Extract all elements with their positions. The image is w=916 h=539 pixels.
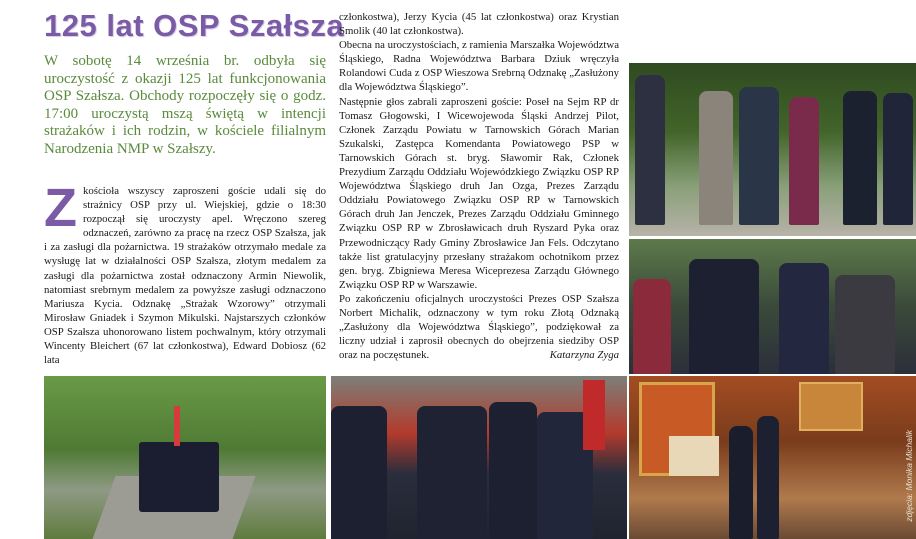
photo-credit: zdjęcia: Monika Michalik xyxy=(904,430,914,522)
middle-column xyxy=(339,10,619,362)
author-signature: Katarzyna Zyga xyxy=(549,349,619,362)
photo-church xyxy=(629,376,916,539)
left-column-text xyxy=(44,178,326,367)
paragraph-1: członkostwa), Jerzy Kycia (45 lat członkostwa) oraz Krystian Smolik (40 lat członkostwa). xyxy=(339,11,619,38)
article-lead: W sobotę 14 września br. odbyła się uroczystość z okazji 125 lat funkcjonowania OSP Szałsza. Obchody rozpoczęły się o godz. 17:00 uroczystą mszą świętą w intencji strażaków i ich rodzin, w kościele filialnym Narodzenia NMP w Szałszy. xyxy=(44,53,326,157)
paragraph-3: Następnie głos zabrali zaproszeni goście: Poseł na Sejm RP dr Tomasz Głogowski, I Wicewojewoda Śląski Andrzej Pilot, Członek Zarządu Powiatu w Tarnowskich Górach Marian Szukalski, Zastępca Komendanta Powiatowego PSP w Tarnowskich Górach st. bryg. Sławomir Rak, Członek Prezydium Zarządu Oddziału Wojewódzkiego Związku OSP RP Województwa Śląskiego druh Jan Ozga, Prezes Zarządu Oddziału Powiatowego Związku OSP RP w Tarnowskich Górach druh Jan Jenczek, Prezes Zarządu Oddziału Gminnego Związku OSP RP w Zbrosławicach druh Ryszard Pyka oraz Przewodniczący Rady Gminy Zbrosławice Jan Fels. Odczytano także list gratulacyjny przesłany strażakom ochotnikom przez gen. bryg. Zbigniewa Meresa Wiceprezesa Zarządu Głównego Związku OSP RP w Warszawie. xyxy=(339,95,619,291)
paragraph-2: Obecna na uroczystościach, z ramienia Marszałka Województwa Śląskiego, Radna Województwa Barbara Dziuk wręczyła Rolandowi Cuda z OSP Wieszowa Srebrną Odznakę „Zasłużony dla Województwa Śląskiego”. xyxy=(339,39,619,94)
paragraph-4: Po zakończeniu oficjalnych uroczystości Prezes OSP Szałsza Norbert Michalik, odznaczony w tym roku Złotą Odznaką „Zasłużony dla Województwa Śląskiego”, podziękował za liczny udział i zaprosił obecnych do obejrzenia siedziby OSP oraz na poczęstunek. Katarzyna Zyga xyxy=(339,292,619,362)
photo-parade xyxy=(44,376,326,539)
left-column-body: kościoła wszyscy zaproszeni goście udali się do strażnicy OSP przy ul. Wiejskiej, gdzie o 18:30 rozpoczął się uroczysty apel. Wręczono szereg odznaczeń, zarówno za pracę na rzecz OSP Szałsza, jak i za zasługi dla pożarnictwa. 19 strażaków otrzymało medale za wysługę lat w działalności OSP Szałsza, złotym medalem za zasługi dla pożarnictwa został odznaczony Armin Niewolik, natomiast srebrnym medalem za powyższe zasługi odznaczono Mariusza Kycia. Odznakę „Strażak Wzorowy” otrzymali Mirosław Gniadek i Szymon Mikulski. Najstarszych członków OSP Szałsza uhonorowano listem pochwalnym, który otrzymali Wincenty Bleichert (67 lat członkostwa), Edward Dobiosz (62 lata xyxy=(44,185,326,367)
photo-decoration-ceremony xyxy=(629,239,916,374)
drop-cap: Z xyxy=(44,178,77,238)
photo-firefighters xyxy=(331,376,627,539)
article-title: 125 lat OSP Szałsza xyxy=(44,8,345,43)
photo-dignitaries xyxy=(629,63,916,236)
